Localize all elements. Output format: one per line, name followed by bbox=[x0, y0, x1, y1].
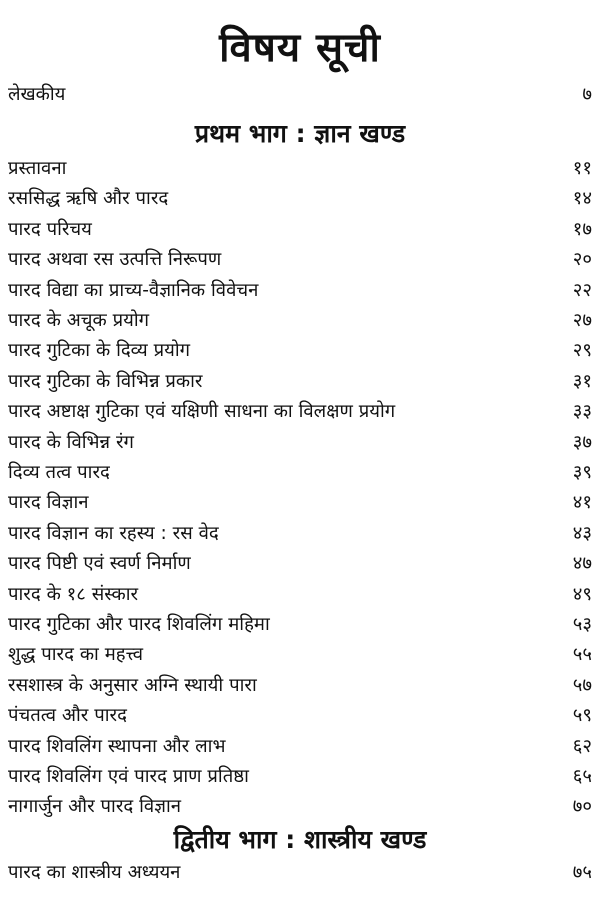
toc-entry bbox=[8, 792, 592, 822]
toc-entry bbox=[8, 640, 592, 670]
entry-page-number: ३७ bbox=[572, 431, 592, 453]
entry-label: पारद विज्ञान का रहस्य : रस वेद bbox=[8, 522, 219, 544]
entry-label: पारद अष्टाक्ष गुटिका एवं यक्षिणी साधना का विलक्षण प्रयोग bbox=[8, 401, 396, 423]
entry-label: पारद विज्ञान bbox=[8, 492, 89, 514]
entry-page-number: ७ bbox=[582, 84, 592, 105]
section-heading: द्वितीय भाग : शास्त्रीय खण्ड bbox=[173, 825, 427, 854]
toc-entry bbox=[8, 519, 592, 549]
toc-entry bbox=[8, 671, 592, 701]
toc-entry bbox=[8, 245, 592, 275]
entry-label: दिव्य तत्व पारद bbox=[8, 462, 110, 483]
entry-label: पारद गुटिका और पारद शिवलिंग महिमा bbox=[8, 614, 270, 635]
toc-entry bbox=[8, 732, 592, 762]
entry-page-number: ६५ bbox=[572, 766, 592, 787]
toc-entry bbox=[8, 580, 592, 610]
entry-page-number: ५७ bbox=[572, 674, 592, 696]
entry-page-number: ५९ bbox=[572, 705, 592, 727]
entry-page-number: ३३ bbox=[572, 401, 592, 423]
entry-label: शुद्ध पारद का महत्त्व bbox=[8, 644, 144, 666]
entry-label: नागार्जुन और पारद विज्ञान bbox=[8, 796, 182, 818]
entry-page-number: ११ bbox=[572, 158, 592, 179]
toc-entry bbox=[8, 549, 592, 579]
entry-page-number: १४ bbox=[572, 188, 592, 210]
entry-label: रससिद्ध ऋषि और पारद bbox=[8, 188, 169, 210]
entry-label: पारद के विभिन्न रंग bbox=[8, 431, 134, 453]
entry-label: पारद शिवलिंग एवं पारद प्राण प्रतिष्ठा bbox=[8, 766, 249, 787]
entry-label: पारद के १८ संस्कार bbox=[8, 583, 139, 605]
toc-entry bbox=[8, 488, 592, 518]
entry-page-number: २७ bbox=[572, 310, 592, 331]
toc-entry bbox=[8, 428, 592, 458]
entry-page-number: ४९ bbox=[572, 583, 592, 605]
entry-label: पारद गुटिका के विभिन्न प्रकार bbox=[8, 370, 203, 392]
entry-label: पारद पिष्टी एवं स्वर्ण निर्माण bbox=[8, 553, 191, 575]
toc-entry bbox=[8, 610, 592, 640]
entry-label: पंचतत्व और पारद bbox=[8, 705, 127, 727]
toc-entry bbox=[8, 858, 592, 888]
toc-entry bbox=[8, 336, 592, 366]
toc-entry bbox=[8, 306, 592, 336]
entry-label: पारद के अचूक प्रयोग bbox=[8, 310, 150, 331]
entry-page-number: ६२ bbox=[572, 735, 592, 757]
toc-entry bbox=[8, 397, 592, 427]
toc-entry bbox=[8, 276, 592, 306]
entry-label: पारद का शास्त्रीय अध्ययन bbox=[8, 862, 181, 883]
entry-label: पारद अथवा रस उत्पत्ति निरूपण bbox=[8, 249, 222, 271]
entry-page-number: ७५ bbox=[572, 862, 592, 883]
entry-page-number: ५५ bbox=[572, 644, 592, 666]
entry-label: प्रस्तावना bbox=[8, 158, 67, 179]
entry-label: पारद गुटिका के दिव्य प्रयोग bbox=[8, 340, 191, 362]
section-heading: प्रथम भाग : ज्ञान खण्ड bbox=[194, 119, 406, 148]
entry-page-number: ३९ bbox=[572, 462, 592, 483]
entry-label: रसशास्त्र के अनुसार अग्नि स्थायी पारा bbox=[8, 674, 257, 696]
entry-page-number: ४१ bbox=[572, 492, 592, 514]
entry-label: पारद परिचय bbox=[8, 218, 92, 240]
toc-entry bbox=[8, 184, 592, 214]
entry-page-number: ३१ bbox=[572, 370, 592, 392]
entry-page-number: ५३ bbox=[572, 614, 592, 635]
entry-page-number: २० bbox=[572, 249, 592, 271]
entry-page-number: २९ bbox=[572, 340, 592, 362]
entry-label: पारद शिवलिंग स्थापना और लाभ bbox=[8, 735, 226, 757]
toc-entry bbox=[8, 458, 592, 488]
toc-entry bbox=[8, 701, 592, 731]
entry-page-number: ४३ bbox=[572, 522, 592, 544]
entry-label: लेखकीय bbox=[8, 84, 66, 105]
entry-page-number: ४७ bbox=[572, 553, 592, 575]
toc-entry bbox=[8, 215, 592, 245]
entry-label: पारद विद्या का प्राच्य-वैज्ञानिक विवेचन bbox=[8, 279, 259, 301]
toc-entry bbox=[8, 154, 592, 184]
entry-page-number: ७० bbox=[572, 796, 592, 818]
preface-entry bbox=[8, 80, 592, 110]
entry-page-number: २२ bbox=[572, 279, 592, 301]
toc-entry bbox=[8, 762, 592, 792]
entry-page-number: १७ bbox=[572, 218, 592, 240]
page-title: विषय सूची bbox=[219, 25, 381, 71]
toc-entry bbox=[8, 367, 592, 397]
